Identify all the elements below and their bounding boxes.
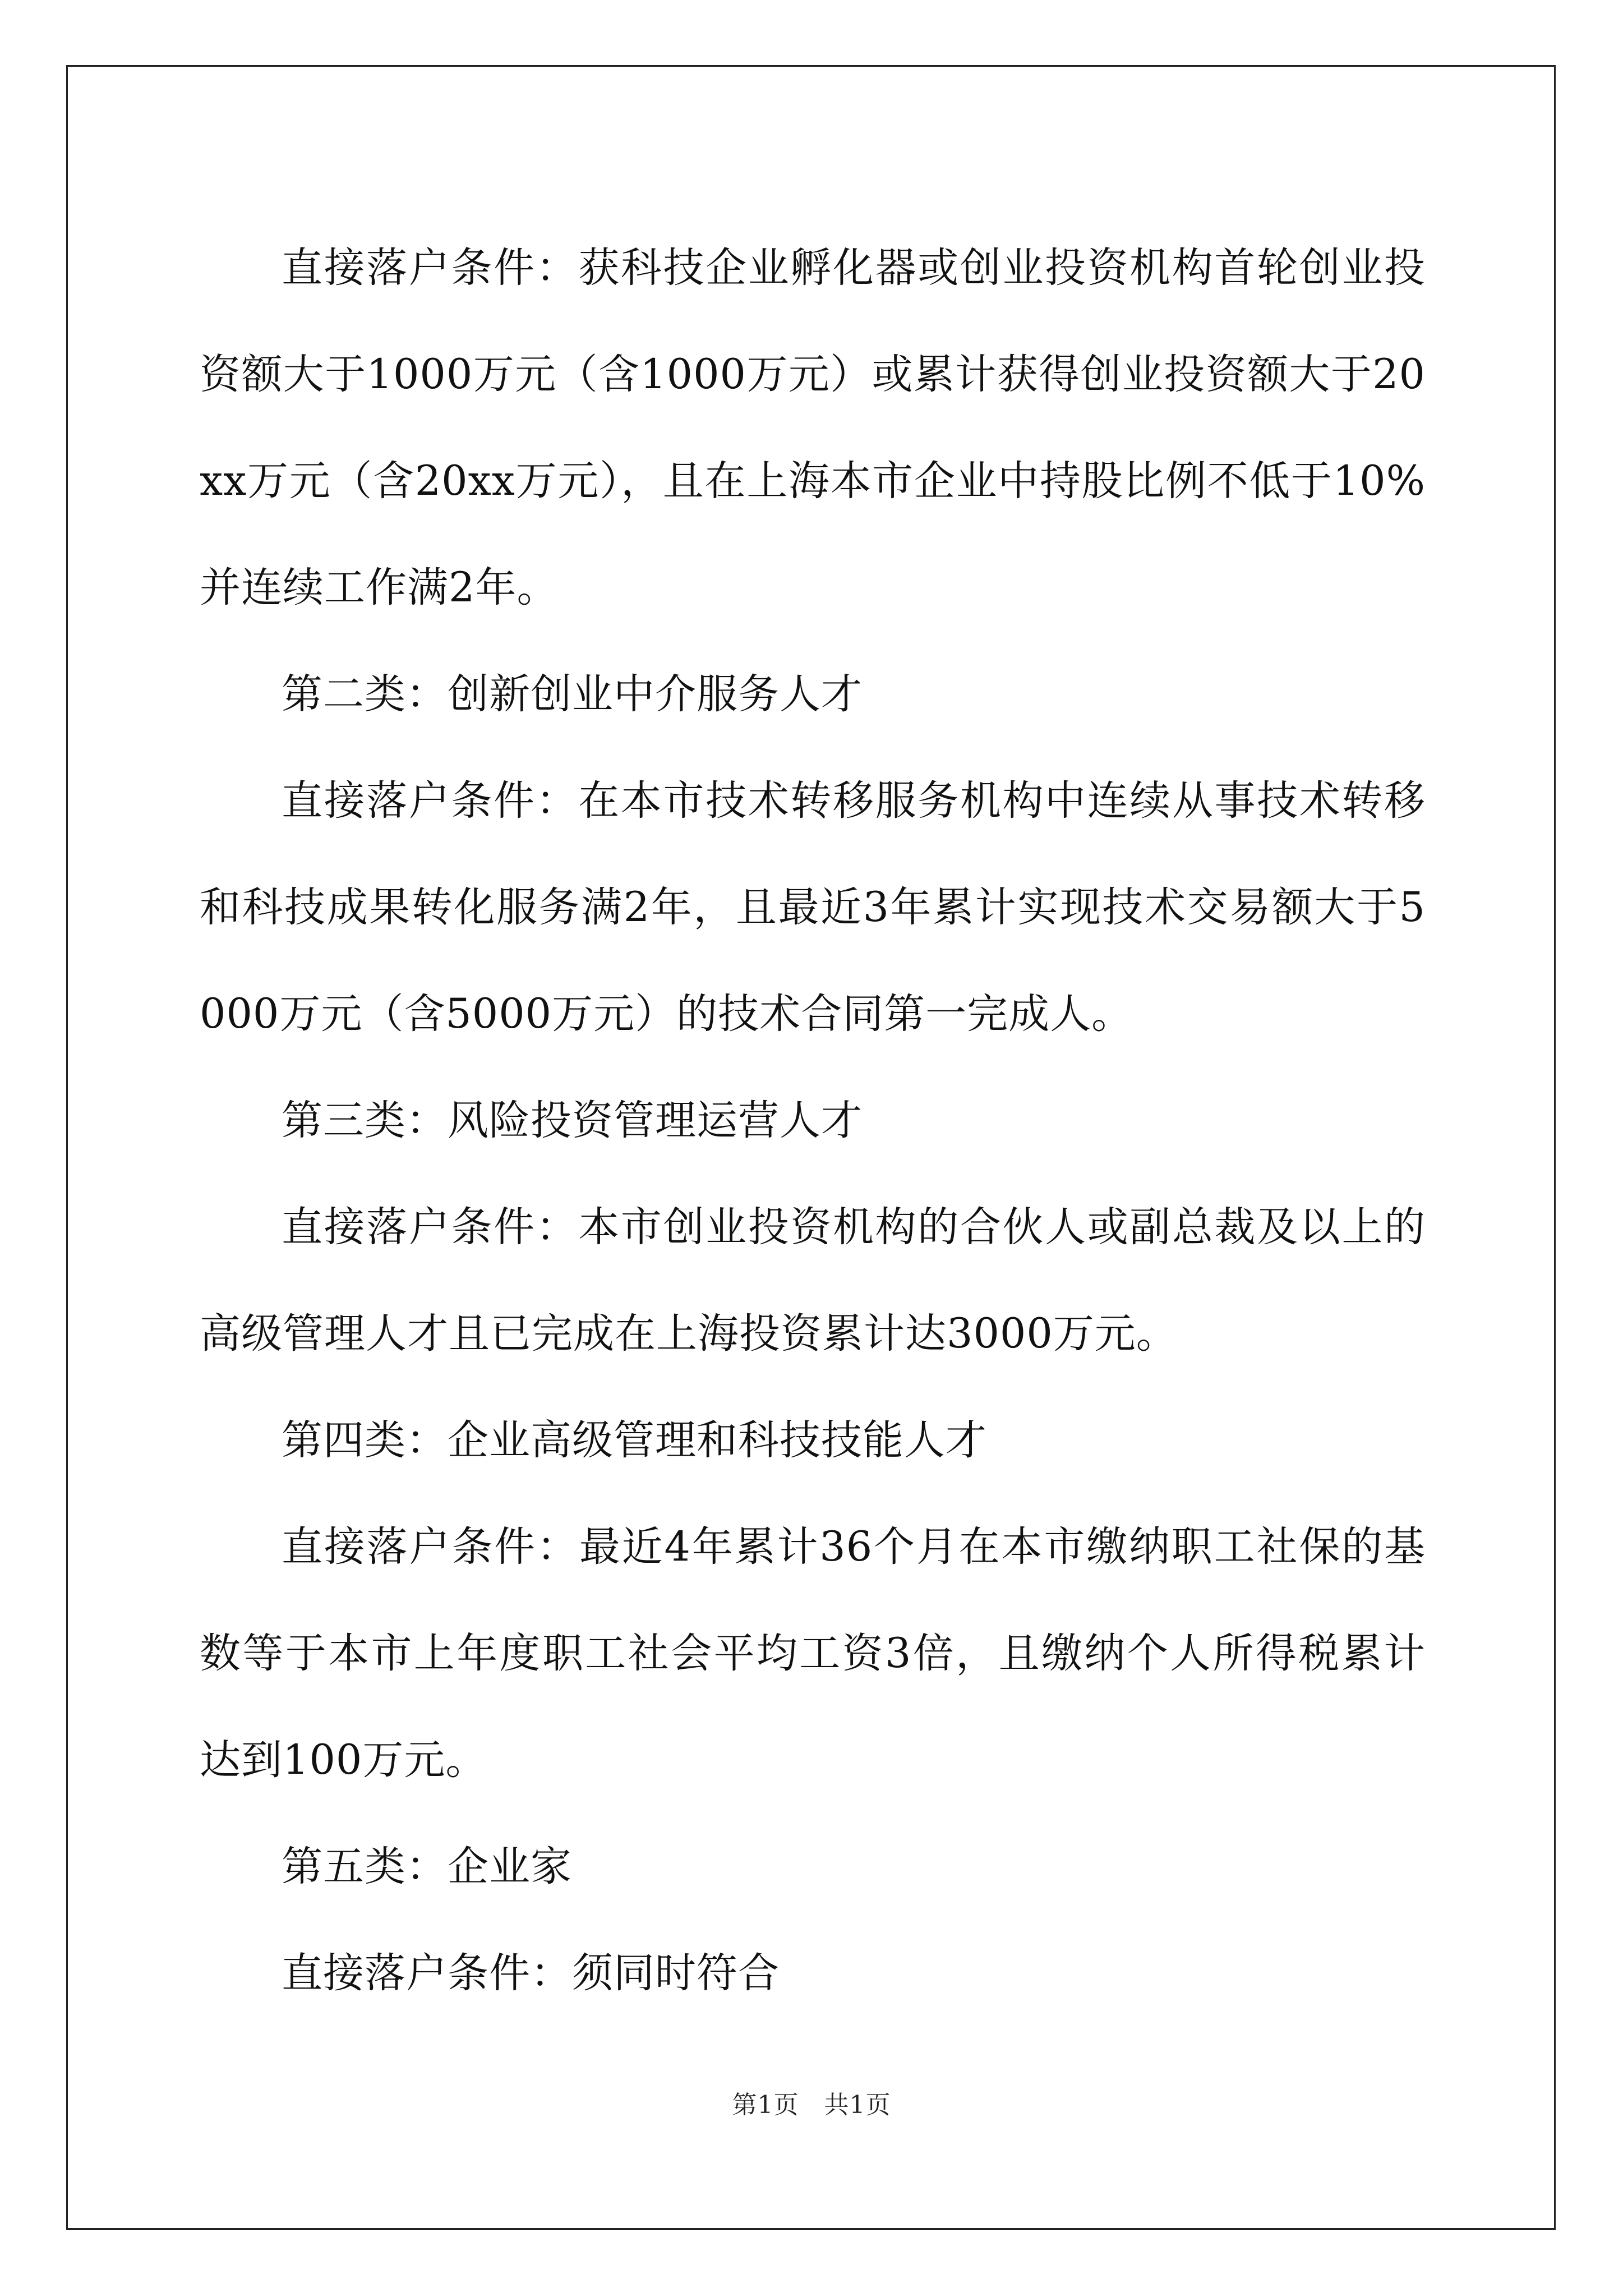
category-5-heading: 第五类：企业家 — [282, 1843, 572, 1890]
paragraph-intermediary-condition: 直接落户条件：在本市技术转移服务机构中连续从事技术转移和科技成果转化服务满2年，且最近3年累计实现技术交易额大于5000万元（含5000万元）的技术合同第一完成人。 — [200, 777, 1426, 1038]
category-4-heading: 第四类：企业高级管理和科技技能人才 — [282, 1416, 987, 1464]
category-2-heading: 第二类：创新创业中介服务人才 — [282, 670, 863, 718]
category-3-heading: 第三类：风险投资管理运营人才 — [282, 1097, 863, 1144]
page-footer: 第1页 共1页 — [732, 2091, 891, 2119]
paragraph-entrepreneur-condition: 直接落户条件：须同时符合 — [282, 1949, 780, 1997]
document-body — [200, 215, 1426, 2027]
paragraph-founder-condition: 直接落户条件：获科技企业孵化器或创业投资机构首轮创业投资额大于1000万元（含1000万元）或累计获得创业投资额大于20xx万元（含20xx万元），且在上海本市企业中持股比例不低于10%并连续工作满2年。 — [200, 244, 1426, 611]
paragraph-venture-condition: 直接落户条件：本市创业投资机构的合伙人或副总裁及以上的高级管理人才且已完成在上海投资累计达3000万元。 — [200, 1203, 1426, 1358]
paragraph-management-condition: 直接落户条件：最近4年累计36个月在本市缴纳职工社保的基数等于本市上年度职工社会平均工资3倍，且缴纳个人所得税累计达到100万元。 — [200, 1523, 1426, 1784]
